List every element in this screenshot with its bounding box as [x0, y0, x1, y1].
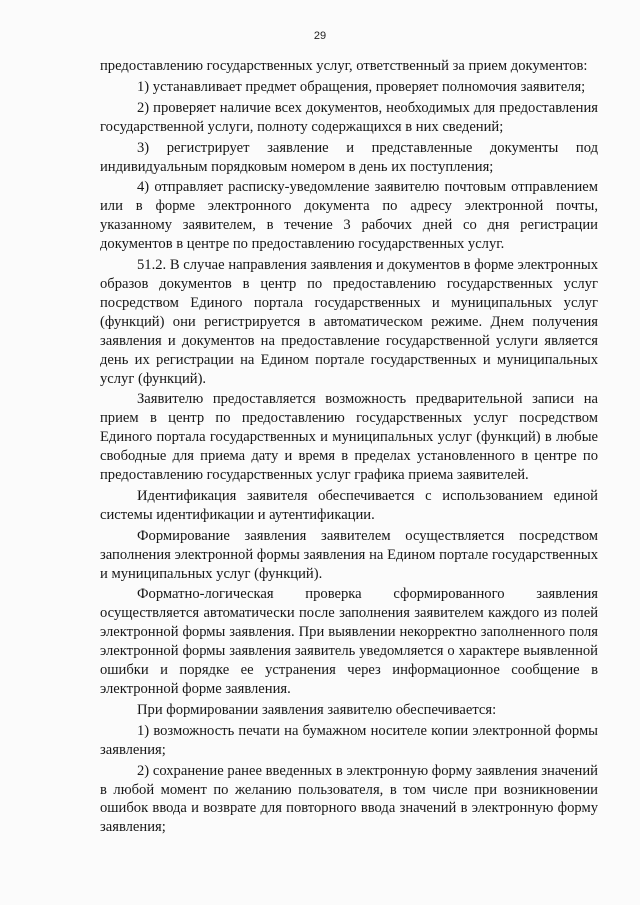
paragraph-list-item: 2) проверяет наличие всех документов, необходимых для предоставления государственной услуги, полноту содержащихся в них сведений;	[100, 99, 598, 135]
paragraph-list-item: 1) устанавливает предмет обращения, проверяет полномочия заявителя;	[137, 78, 586, 95]
paragraph: Заявителю предоставляется возможность предварительной записи на прием в центр по предоставлению государственных услуг посредством Единого портала государственных и муниципальных услуг (функций) в любые свободные для приема дату и время в пределах установленного в центре по предоставлению государственных услуг графика приема заявителей.	[100, 391, 598, 484]
paragraph: При формировании заявления заявителю обеспечивается:	[137, 701, 497, 718]
paragraph-list-item: 1) возможность печати на бумажном носителе копии электронной формы заявления;	[100, 722, 598, 758]
paragraph-list-item: 3) регистрирует заявление и представленные документы под индивидуальным порядковым номером в день их поступления;	[100, 139, 598, 175]
paragraph: Форматно-логическая проверка сформированного заявления осуществляется автоматически после заполнения заявителем каждого из полей электронной формы заявления. При выявлении некорректно заполненного поля электронной формы заявления заявитель уведомляется о характере выявленной ошибки и порядке ее устранения через информационное сообщение в электронной форме заявления.	[100, 586, 598, 697]
document-text-body	[100, 57, 598, 839]
paragraph-section-51-2: 51.2. В случае направления заявления и документов в форме электронных образов документов в центр по предоставлению государственных услуг посредством Единого портала государственных и муниципальных услуг (функций) они регистрируется в автоматическом режиме. Днем получения заявления и документов на предоставление государственной услуги является день их регистрации на Едином портале государственных и муниципальных услуг (функций).	[100, 257, 598, 387]
paragraph-list-item: 2) сохранение ранее введенных в электронную форму заявления значений в любой момент по желанию пользователя, в том числе при возникновении ошибок ввода и возврате для повторного ввода значений в электронную форму заявления;	[100, 762, 598, 836]
paragraph: Формирование заявления заявителем осуществляется посредством заполнения электронной формы заявления на Едином портале государственных и муниципальных услуг (функций).	[100, 527, 598, 582]
paragraph: Идентификация заявителя обеспечивается с использованием единой системы идентификации и аутентификации.	[100, 487, 598, 523]
paragraph-continuation: предоставлению государственных услуг, ответственный за прием документов:	[100, 58, 588, 74]
paragraph-list-item: 4) отправляет расписку-уведомление заявителю почтовым отправлением или в форме электронного документа по адресу электронной почты, указанному заявителем, в течение 3 рабочих дней со дня регистрации документов в центре по предоставлению государственных услуг.	[100, 179, 598, 253]
page-number: 29	[313, 30, 327, 42]
